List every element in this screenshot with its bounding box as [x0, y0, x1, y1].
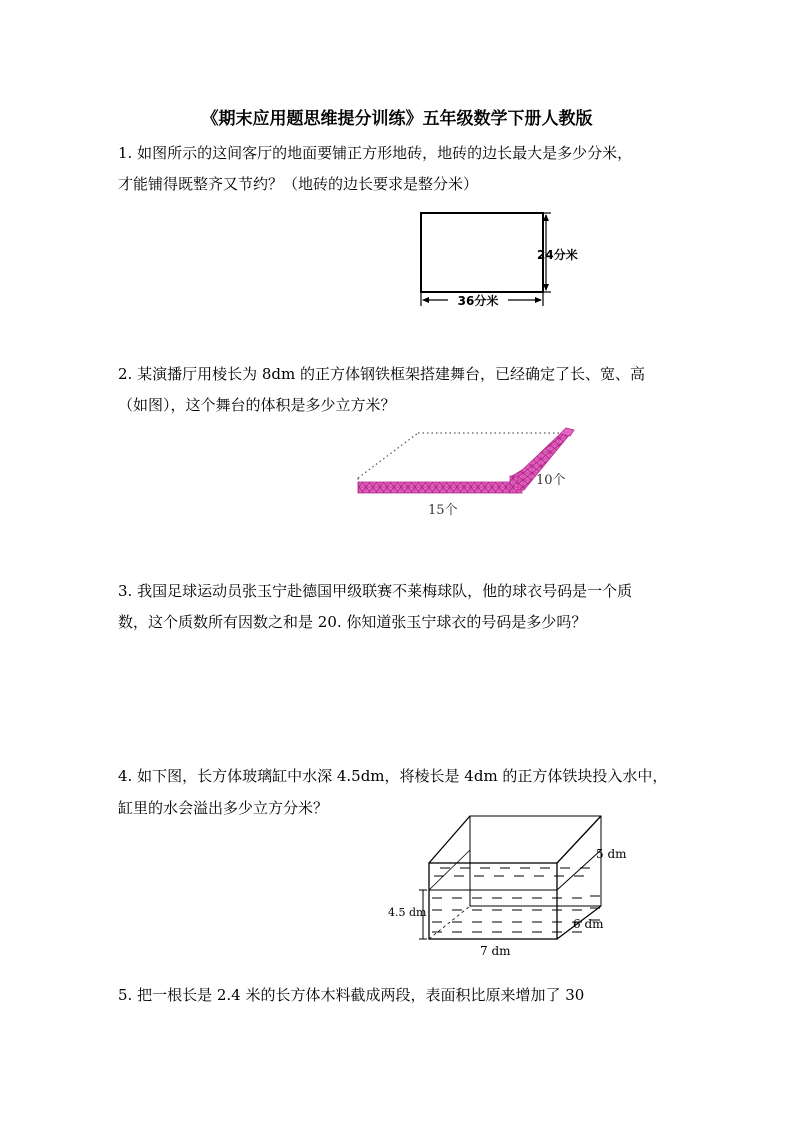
question-2-figure: [352, 424, 602, 524]
tank-front-face: [429, 863, 557, 939]
question-3-line-2: 数，这个质数所有因数之和是 20. 你知道张玉宁球衣的号码是多少吗？: [118, 613, 587, 631]
tank-length-label: 7 dm: [480, 944, 511, 958]
question-2-line-1: 2. 某演播厅用棱长为 8dm 的正方体钢铁框架搭建舞台，已经确定了长、宽、高: [118, 365, 645, 383]
tank-height-label: 5 dm: [596, 847, 627, 861]
question-1-line-1: 1. 如图所示的这间客厅的地面要铺正方形地砖，地砖的边长最大是多少分米，: [118, 144, 633, 162]
question-4-line-2: 缸里的水会溢出多少立方分米？: [118, 799, 329, 817]
question-4-line-1: 4. 如下图，长方体玻璃缸中水深 4.5dm，将棱长是 4dm 的正方体铁块投入水中，: [118, 767, 668, 785]
question-3-line-1: 3. 我国足球运动员张玉宁赴德国甲级联赛不莱梅球队，他的球衣号码是一个质: [118, 582, 633, 600]
water-depth-label: 4.5 dm: [388, 906, 427, 919]
width-count-label: 10个: [536, 473, 566, 488]
question-1-figure: [410, 205, 600, 320]
question-2-line-2: （如图），这个舞台的体积是多少立方米？: [118, 396, 396, 414]
length-frame-bar: [358, 482, 516, 493]
length-count-label: 15个: [428, 503, 458, 518]
page-title: 《期末应用题思维提分训练》五年级数学下册人教版: [201, 109, 593, 129]
tank-depth-label: 6 dm: [573, 917, 604, 931]
question-1-line-2: 才能铺得既整齐又节约？（地砖的边长要求是整分米）: [118, 175, 479, 193]
tank-back-face: [470, 816, 601, 906]
question-4-figure: [388, 810, 638, 960]
room-rectangle: [421, 213, 543, 292]
question-5-line-1: 5. 把一根长是 2.4 米的长方体木料截成两段，表面积比原来增加了 30: [118, 986, 585, 1004]
height-label: 24分米: [537, 248, 578, 262]
width-label: 36分米: [457, 294, 499, 308]
